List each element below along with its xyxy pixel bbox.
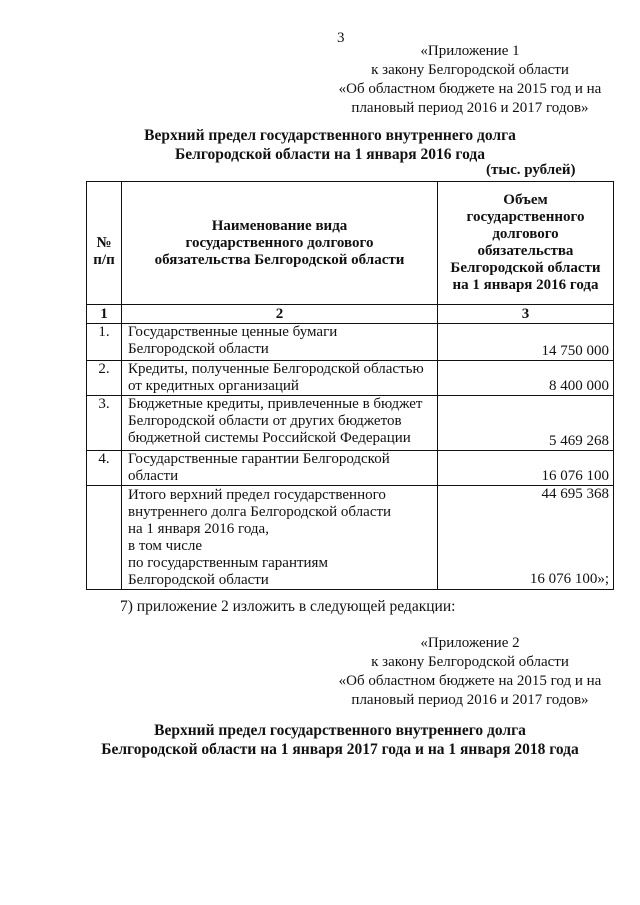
header-value-line: Объем — [503, 192, 548, 208]
appendix-1-line: плановый период 2016 и 2017 годов» — [351, 100, 589, 116]
title-line: Верхний предел государственного внутреннего долга — [154, 722, 526, 739]
row-number: 1. — [87, 324, 122, 361]
table-total-row — [87, 486, 614, 590]
header-value-line: долгового — [492, 226, 559, 242]
header-value-line: государственного — [466, 209, 585, 225]
total-number — [87, 486, 122, 590]
total-name-line: внутреннего долга Белгородской области — [128, 504, 392, 520]
column-number: 2 — [122, 305, 438, 324]
column-number: 3 — [438, 305, 614, 324]
header-name-line: Наименование вида — [211, 217, 348, 234]
table-row — [87, 324, 614, 361]
row-value: 14 750 000 — [438, 324, 614, 361]
header-value — [438, 182, 614, 305]
total-guarantees-value: 16 076 100»; — [529, 571, 609, 587]
header-num-line: п/п — [93, 252, 115, 268]
header-value-line: Белгородской области — [450, 260, 601, 276]
row-name — [122, 451, 438, 486]
row-name-line: области — [128, 468, 179, 484]
row-number: 4. — [87, 451, 122, 486]
row-value: 8 400 000 — [438, 361, 614, 396]
table-title-2016 — [100, 126, 560, 164]
header-name-line: обязательства Белгородской области — [154, 251, 405, 268]
row-name-line: Белгородской области — [128, 341, 269, 357]
header-num — [87, 182, 122, 305]
table-title-2017-2018 — [60, 721, 620, 759]
title-line: Белгородской области на 1 января 2016 года — [175, 146, 485, 163]
title-line: Белгородской области на 1 января 2017 года и на 1 января 2018 года — [101, 741, 579, 758]
column-number: 1 — [87, 305, 122, 324]
header-num-line: № — [96, 235, 112, 251]
row-number: 2. — [87, 361, 122, 396]
total-values — [438, 486, 614, 590]
header-name-line: государственного долгового — [185, 234, 374, 251]
row-name-line: Белгородской области от других бюджетов — [128, 413, 402, 429]
total-name-line: в том числе — [128, 538, 203, 554]
debt-table — [86, 181, 614, 590]
header-value-line: на 1 января 2016 года — [452, 277, 599, 293]
row-name-line: от кредитных организаций — [128, 378, 299, 394]
row-value: 5 469 268 — [438, 396, 614, 451]
appendix-2-line: к закону Белгородской области — [371, 654, 569, 670]
row-value: 16 076 100 — [438, 451, 614, 486]
row-name-line: Бюджетные кредиты, привлеченные в бюджет — [128, 396, 423, 412]
total-name-line: Итого верхний предел государственного — [128, 487, 386, 503]
total-value: 44 695 368 — [541, 486, 609, 502]
page-number: 3 — [337, 30, 345, 46]
appendix-1-header — [330, 42, 610, 118]
units-label: (тыс. рублей) — [486, 162, 576, 178]
row-name — [122, 361, 438, 396]
total-name-line: Белгородской области — [128, 572, 269, 588]
total-name-line: на 1 января 2016 года, — [128, 521, 269, 537]
appendix-2-line: «Приложение 2 — [420, 635, 520, 651]
amendment-text: 7) приложение 2 изложить в следующей редакции: — [120, 598, 456, 615]
row-name — [122, 396, 438, 451]
table-row — [87, 396, 614, 451]
table-row — [87, 361, 614, 396]
table-row — [87, 451, 614, 486]
appendix-2-header — [330, 634, 610, 710]
row-name — [122, 324, 438, 361]
header-value-line: обязательства — [477, 243, 574, 259]
appendix-2-line: «Об областном бюджете на 2015 год и на — [338, 673, 602, 689]
row-name-line: Кредиты, полученные Белгородской областью — [128, 361, 424, 377]
appendix-2-line: плановый период 2016 и 2017 годов» — [351, 692, 589, 708]
total-name — [122, 486, 438, 590]
appendix-1-line: «Об областном бюджете на 2015 год и на — [338, 81, 602, 97]
total-name-line: по государственным гарантиям — [128, 555, 328, 571]
row-name-line: Государственные гарантии Белгородской — [128, 451, 390, 467]
appendix-1-line: к закону Белгородской области — [371, 62, 569, 78]
appendix-1-line: «Приложение 1 — [420, 43, 520, 59]
row-number: 3. — [87, 396, 122, 451]
title-line: Верхний предел государственного внутреннего долга — [144, 127, 516, 144]
column-number-row — [87, 305, 614, 324]
row-name-line: бюджетной системы Российской Федерации — [128, 430, 411, 446]
header-name — [122, 182, 438, 305]
row-name-line: Государственные ценные бумаги — [128, 324, 338, 340]
table-header-row — [87, 182, 614, 305]
